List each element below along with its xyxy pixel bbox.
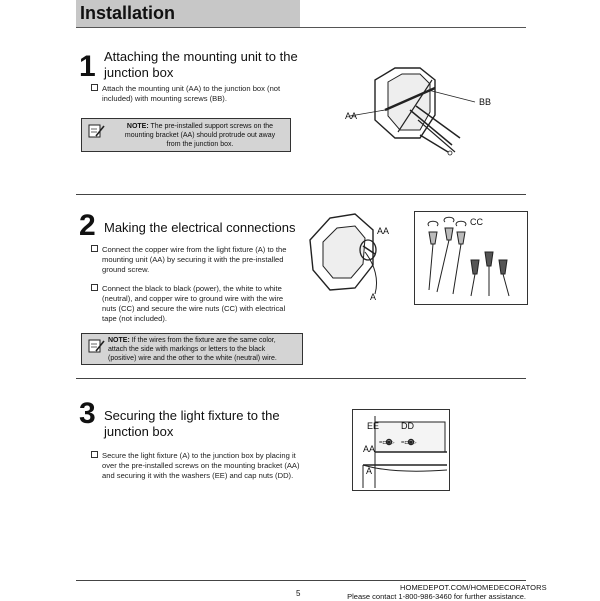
note-line: The pre-installed support screws on the — [150, 123, 274, 130]
note-prefix: NOTE: — [126, 123, 149, 130]
bullet-line: and securing it with the washers (EE) and cap nuts (DD). — [102, 471, 294, 480]
step-3-title-line2: junction box — [104, 424, 174, 439]
note-line: from the junction box. — [166, 141, 234, 148]
bullet-line: included) with mounting screws (BB). — [102, 94, 227, 103]
step-2-bullet-2 — [91, 284, 311, 324]
label-a: A — [366, 466, 373, 476]
bullet-line: ground screw. — [102, 265, 150, 274]
step-1-title-line2: junction box — [104, 65, 174, 80]
footer-url: HOMEDEPOT.COM/HOMEDECORATORS — [400, 583, 547, 592]
step-3-title-line1: Securing the light fixture to the — [104, 408, 280, 423]
section-divider — [76, 378, 526, 379]
step-1-title-line1: Attaching the mounting unit to the — [104, 49, 298, 64]
svg-text:=⊏■▷: =⊏■▷ — [401, 440, 417, 446]
note-line: attach the side with markings or letters to the black — [108, 346, 266, 353]
checkbox-icon — [91, 245, 98, 252]
note-prefix: NOTE: — [108, 337, 130, 344]
label-aa: AA — [363, 444, 376, 454]
step-2-bullet-1 — [91, 245, 311, 275]
note-pencil-icon — [88, 123, 106, 139]
bullet-line: over the pre-installed screws on the mounting bracket (AA) — [102, 461, 300, 470]
step-1-title — [104, 49, 298, 81]
checkbox-icon — [91, 451, 98, 458]
step-3-title — [104, 408, 280, 440]
step-3-number: 3 — [79, 397, 96, 430]
checkbox-icon — [91, 284, 98, 291]
note-line: mounting bracket (AA) should protrude out away — [124, 132, 276, 139]
label-ee: EE — [367, 421, 380, 431]
footer-contact: Please contact 1-800-986-3460 for further assistance. — [347, 592, 526, 601]
step-1-note — [81, 118, 291, 152]
footer-rule — [76, 580, 526, 581]
label-dd: DD — [401, 421, 414, 431]
header-rule — [76, 27, 526, 28]
bullet-line: tape (not included). — [102, 314, 168, 323]
step-2-number: 2 — [79, 209, 96, 242]
page-title: Installation — [80, 3, 176, 23]
label-cc: CC — [470, 217, 483, 227]
bullet-line: Attach the mounting unit (AA) to the junction box (not — [102, 84, 281, 93]
checkbox-icon — [91, 84, 98, 91]
bullet-line: Connect the black to black (power), the white to white — [102, 284, 282, 293]
bullet-line: Secure the light fixture (A) to the junction box by placing it — [102, 451, 296, 460]
note-line: (positive) wire and the other to the white (neutral) wire. — [108, 355, 277, 362]
step-1-number: 1 — [79, 50, 96, 83]
section-divider — [76, 194, 526, 195]
bullet-line: nuts (CC) and secure the wire nuts (CC) with electrical — [102, 304, 286, 313]
step-1-bullet — [91, 84, 311, 104]
electrical-connection-illustration — [305, 210, 400, 305]
bullet-line: mounting unit (AA) by securing it with the pre-installed — [102, 255, 284, 264]
label-aa: AA — [345, 111, 358, 121]
bullet-line: Connect the copper wire from the light fixture (A) to the — [102, 245, 287, 254]
note-line: If the wires from the fixture are the same color, — [131, 337, 276, 344]
step-2-note — [81, 333, 303, 365]
label-bb: BB — [479, 97, 492, 107]
step-3-bullet — [91, 451, 316, 481]
step-2-title: Making the electrical connections — [104, 220, 296, 235]
note-pencil-icon — [88, 338, 106, 354]
bullet-line: (neutral), and copper wire to ground wire with the wire — [102, 294, 284, 303]
label-aa: AA — [377, 226, 390, 236]
page-number: 5 — [296, 589, 301, 598]
label-a: A — [370, 292, 377, 302]
svg-text:=⊏■▷: =⊏■▷ — [379, 440, 395, 446]
junction-box-mounting-illustration — [340, 60, 510, 165]
